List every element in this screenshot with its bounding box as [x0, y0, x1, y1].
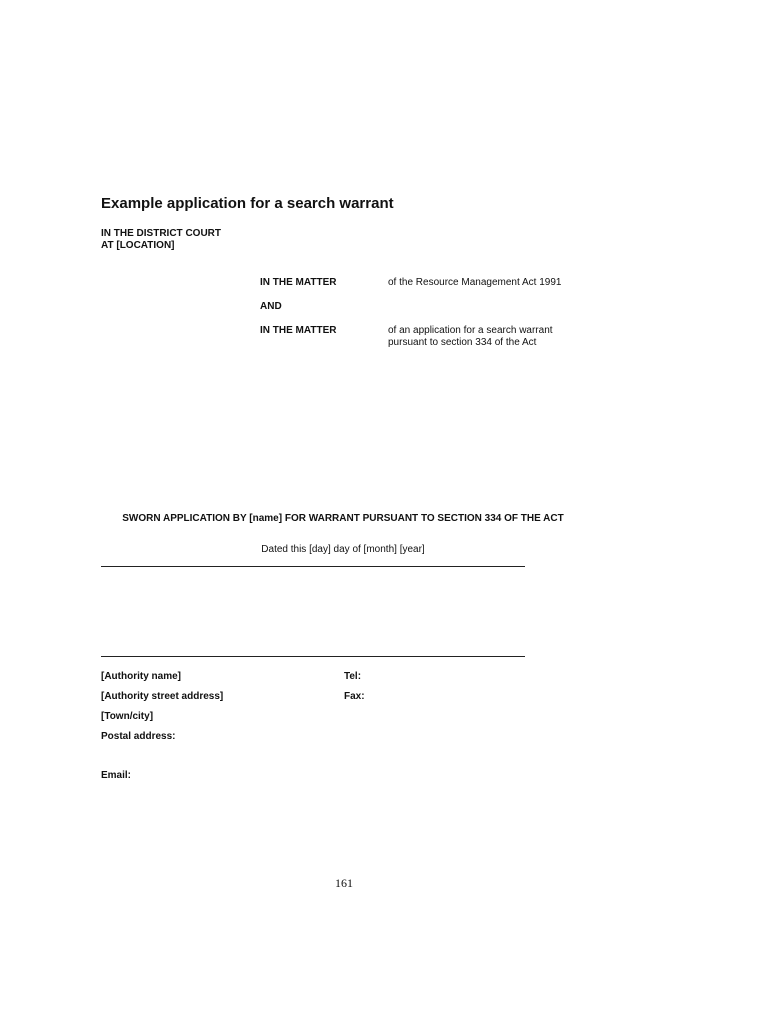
matter-label-1: IN THE MATTER [260, 277, 337, 288]
fax-label: Fax: [344, 691, 365, 702]
document-title: Example application for a search warrant [101, 195, 394, 212]
court-heading [101, 228, 221, 252]
matter-text-1 [388, 277, 561, 289]
matter-text-1-line-1: of the Resource Management Act 1991 [388, 277, 562, 288]
postal-address-label: Postal address: [101, 731, 176, 742]
divider-rule-bottom [101, 656, 525, 657]
matter-text-2-line-1: of an application for a search warrant [388, 325, 553, 336]
matter-text-2-line-2: pursuant to section 334 of the Act [388, 337, 537, 348]
dated-line: Dated this [day] day of [month] [year] [261, 544, 425, 555]
matter-label-2: IN THE MATTER [260, 325, 337, 336]
matter-text-2 [388, 325, 553, 349]
authority-name: [Authority name] [101, 671, 181, 682]
tel-label: Tel: [344, 671, 362, 682]
authority-street-address: [Authority street address] [101, 691, 224, 702]
page-number: 161 [335, 876, 353, 890]
court-line-1: IN THE DISTRICT COURT [101, 228, 221, 239]
matter-label-and: AND [260, 301, 282, 312]
divider-rule-top [101, 566, 525, 567]
email-label: Email: [101, 770, 132, 781]
authority-town-city: [Town/city] [101, 711, 154, 722]
sworn-application-heading: SWORN APPLICATION BY [name] FOR WARRANT PURSUANT TO SECTION 334 OF THE ACT [122, 513, 564, 524]
court-line-2: AT [LOCATION] [101, 240, 175, 251]
